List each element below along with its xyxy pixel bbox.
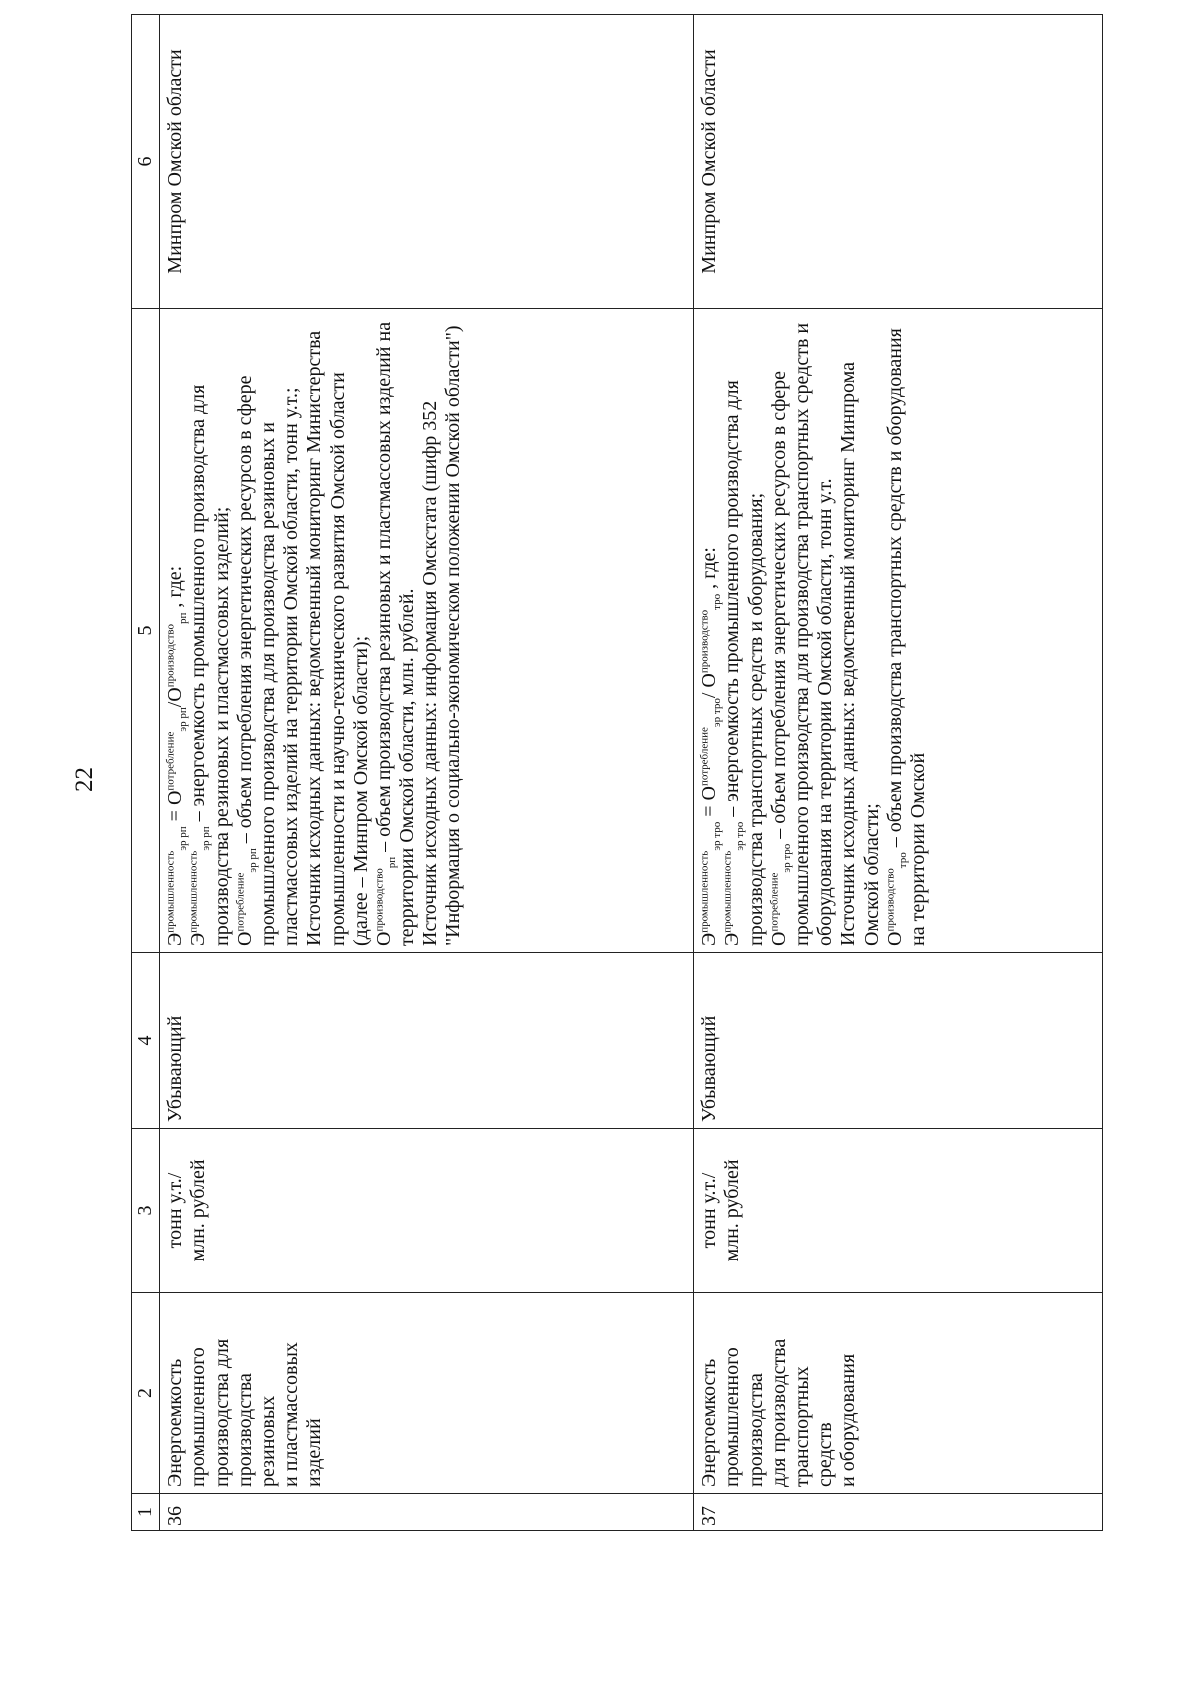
table-row bbox=[160, 15, 694, 1531]
indicator-table-wrapper bbox=[131, 49, 1084, 1531]
formula-lhs-sub: эр тро bbox=[711, 821, 724, 851]
indicator-name-line: промышленного bbox=[721, 1347, 744, 1487]
indicator-name-line: производства для bbox=[210, 1338, 233, 1487]
indicator-name-line: резиновых bbox=[256, 1395, 279, 1487]
formula-lhs-sup: промышленность bbox=[164, 850, 177, 933]
formula-tail: , где: bbox=[164, 565, 187, 613]
formula-lhs-symbol: $Э^{промышленность}_{эр рп}$ bbox=[164, 826, 190, 946]
definition-text: – энергоемкость промышленного производства для производства транспортных средств и оборудования; bbox=[721, 380, 767, 946]
definition-sup: потребление bbox=[234, 872, 247, 932]
unit-cell bbox=[694, 1129, 1103, 1293]
formula-lhs-symbol: $Э^{промышленность}_{эр тро}$ bbox=[698, 821, 724, 946]
unit-line: тонн у.т./ bbox=[698, 1172, 721, 1249]
indicator-name bbox=[160, 1293, 694, 1494]
formula-numerator-symbol: $О^{потребление}_{эр тро}$ bbox=[698, 698, 724, 801]
header-col-3: 3 bbox=[132, 1129, 160, 1293]
indicator-name-line: Энергоемкость bbox=[698, 1358, 721, 1487]
definition-text: – энергоемкость промышленного производства для производства резиновых и пластмассовых изделий; bbox=[187, 384, 233, 946]
definition-symbol: $О^{потребление}_{эр рп}$ bbox=[233, 848, 259, 946]
row-number: 37 bbox=[694, 1494, 1103, 1531]
definition-sub: рп bbox=[385, 856, 398, 869]
description-cell bbox=[694, 309, 1103, 953]
definition-text: Источник исходных данных: информация Омскстата (шифр 352 "Информация о социально-экономическом положении Омской области") bbox=[419, 325, 465, 946]
header-col-1: 1 bbox=[132, 1494, 160, 1531]
definition-sup: потребление bbox=[768, 872, 781, 932]
indicator-name-line: производства bbox=[233, 1373, 256, 1487]
definition-line bbox=[768, 315, 838, 946]
formula-numerator-sub: эр тро bbox=[711, 698, 724, 728]
responsible-cell: Минпром Омской области bbox=[160, 15, 694, 309]
definition-text: – объем производства резиновых и пластмассовых изделий на территории Омской области, млн. рублей. bbox=[372, 321, 419, 946]
page-number: 22 bbox=[71, 767, 98, 792]
formula-line bbox=[164, 315, 190, 946]
formula-line bbox=[698, 315, 724, 946]
definition-symbol: $О^{производство}_{тро}$ bbox=[883, 852, 909, 946]
indicator-name-line: изделий bbox=[303, 1418, 326, 1487]
definition-line bbox=[373, 315, 419, 946]
header-col-5: 5 bbox=[132, 309, 160, 953]
indicator-name bbox=[694, 1293, 1103, 1494]
indicator-name-line: промышленного bbox=[187, 1347, 210, 1487]
formula-denominator-sup: производство bbox=[164, 623, 177, 688]
definition-text: – объем потребления энергетических ресурсов в сфере промышленного производства для производства резиновых и пластмассовых изделий на территории Омской области, тонн у.т.; bbox=[233, 375, 303, 946]
formula-denominator-symbol: $/О^{производство}_{рп}$ bbox=[164, 612, 190, 708]
header-col-2: 2 bbox=[132, 1293, 160, 1494]
formula-equals: = bbox=[698, 800, 721, 822]
definition-line bbox=[837, 315, 883, 946]
formula-lhs-sup: промышленность bbox=[698, 850, 711, 933]
formula-numerator-sup: потребление bbox=[164, 731, 177, 791]
unit-line: млн. рублей bbox=[721, 1159, 744, 1262]
indicator-name-line: для производства bbox=[767, 1338, 790, 1487]
formula-denominator-sub: тро bbox=[711, 593, 724, 610]
definition-sup: производство bbox=[884, 868, 897, 932]
formula-denominator-sub: рп bbox=[177, 612, 190, 624]
definition-sup: производство bbox=[373, 868, 386, 932]
definition-sub: эр рп bbox=[200, 826, 213, 851]
definition-sub: эр тро bbox=[734, 821, 747, 851]
formula-numerator-sup: потребление bbox=[698, 727, 711, 787]
trend-cell: Убывающий bbox=[160, 953, 694, 1129]
indicator-name-line: и пластмассовых bbox=[280, 1342, 303, 1487]
definition-line bbox=[187, 315, 233, 946]
definition-line bbox=[419, 315, 465, 946]
description-cell bbox=[160, 309, 694, 953]
header-col-6: 6 bbox=[132, 15, 160, 309]
trend-cell: Убывающий bbox=[694, 953, 1103, 1129]
definition-symbol: $Э^{промышленность}_{эр тро}$ bbox=[721, 821, 747, 946]
unit-line: тонн у.т./ bbox=[164, 1172, 187, 1249]
header-col-4: 4 bbox=[132, 953, 160, 1129]
definition-text: Источник исходных данных: ведомственный мониторинг Минпрома Омской области; bbox=[837, 361, 883, 946]
header-row bbox=[132, 15, 160, 1531]
indicator-name-line: и оборудования bbox=[837, 1353, 860, 1487]
definition-sup: промышленность bbox=[721, 850, 734, 933]
definition-line bbox=[884, 315, 930, 946]
definition-sup: промышленность bbox=[187, 850, 200, 933]
definition-line bbox=[303, 315, 373, 946]
formula-equals: = bbox=[164, 805, 187, 827]
definition-symbol: $Э^{промышленность}_{эр рп}$ bbox=[187, 826, 213, 946]
formula-denominator-symbol: / $О^{производство}_{тро}$ bbox=[698, 593, 724, 699]
formula-numerator-sub: эр рп bbox=[177, 707, 190, 732]
responsible-cell: Минпром Омской области bbox=[694, 15, 1103, 309]
unit-line: млн. рублей bbox=[187, 1159, 210, 1262]
indicator-name-line: Энергоемкость bbox=[164, 1358, 187, 1487]
definition-sub: эр тро bbox=[780, 843, 793, 873]
definition-text: – объем потребления энергетических ресурсов в сфере промышленного производства для производства транспортных средств и оборудования на территории Омской области, тонн у.т. bbox=[767, 322, 837, 946]
row-number: 36 bbox=[160, 1494, 694, 1531]
indicator-name-line: производства bbox=[744, 1373, 767, 1487]
formula-lhs-sub: эр рп bbox=[177, 826, 190, 851]
formula-numerator-symbol: $О^{потребление}_{эр рп}$ bbox=[164, 707, 190, 806]
definition-sub: эр рп bbox=[246, 848, 259, 873]
definition-text: – объем производства транспортных средств и оборудования на территории Омской bbox=[883, 328, 929, 946]
definition-text: Источник исходных данных: ведомственный мониторинг Министерства промышленности и научно-технического развития Омской области (далее – Минпром Омской области); bbox=[303, 330, 372, 946]
indicator-table bbox=[131, 14, 1103, 1531]
definition-symbol: $О^{производство}_{рп}$ bbox=[372, 856, 398, 946]
definition-sub: тро bbox=[896, 852, 909, 869]
unit-cell bbox=[160, 1129, 694, 1293]
formula-denominator-sup: производство bbox=[698, 609, 711, 674]
table-row bbox=[694, 15, 1103, 1531]
definition-line bbox=[721, 315, 767, 946]
definition-symbol: $О^{потребление}_{эр тро}$ bbox=[767, 843, 793, 946]
formula-tail: , где: bbox=[698, 547, 721, 594]
definition-line bbox=[234, 315, 304, 946]
indicator-name-line: транспортных средств bbox=[790, 1366, 837, 1487]
